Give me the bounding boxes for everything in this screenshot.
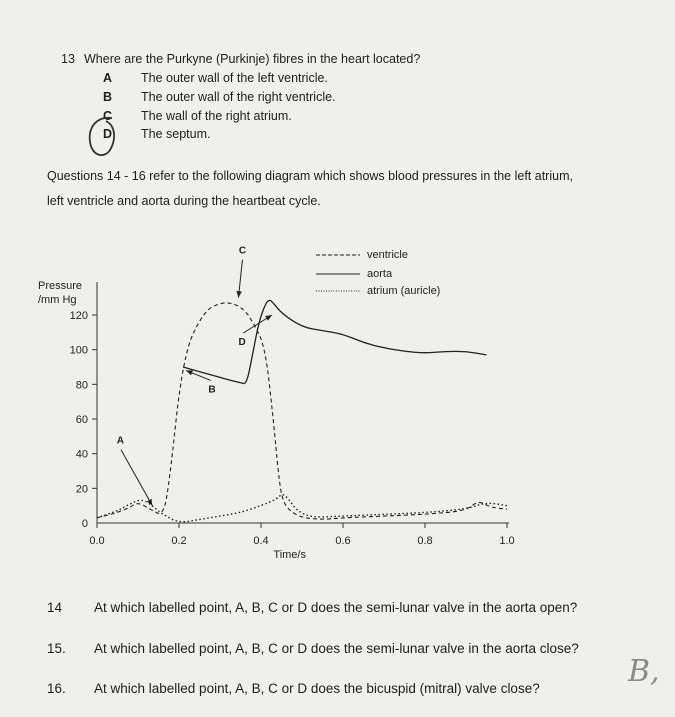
- annotation-label-d: D: [238, 337, 246, 348]
- y-tick-label: 60: [75, 414, 88, 426]
- intro-line-2: left ventricle and aorta during the heartbeat cycle.: [47, 194, 321, 208]
- intro-line-1: Questions 14 - 16 refer to the following diagram which shows blood pressures in the left atrium,: [47, 169, 573, 183]
- q16-number: 16.: [47, 681, 66, 696]
- series-ventricle-line: [97, 303, 507, 519]
- x-tick-label: 1.0: [499, 535, 515, 547]
- chart-series: [97, 300, 507, 521]
- x-tick-label: 0.4: [253, 535, 269, 547]
- chart-legend: [316, 249, 440, 297]
- annotation-arrowhead-b: [186, 370, 193, 375]
- legend-label-aorta: aorta: [367, 268, 393, 280]
- annotation-arrowhead-d: [265, 315, 272, 321]
- y-tick-label: 120: [69, 310, 88, 322]
- y-tick-label: 80: [75, 379, 88, 392]
- q13-option-c-letter: C: [103, 109, 113, 123]
- x-axis-label: Time/s: [273, 549, 306, 561]
- y-tick-label: 100: [69, 344, 88, 357]
- q15-number: 15.: [47, 641, 66, 656]
- q16-text: At which labelled point, A, B, C or D does the bicuspid (mitral) valve close?: [94, 681, 540, 696]
- y-axis-label-line2: /mm Hg: [38, 294, 77, 306]
- series-aorta-line: [183, 300, 486, 383]
- annotation-arrowhead-c: [236, 291, 241, 298]
- series-atrium-line: [97, 495, 507, 522]
- q13-option-a-text: The outer wall of the left ventricle.: [141, 71, 328, 85]
- handwritten-answer: B,: [628, 654, 660, 689]
- y-tick-label: 0: [81, 518, 88, 530]
- annotation-label-b: B: [208, 384, 216, 396]
- q13-question: Where are the Purkyne (Purkinje) fibres in the heart located?: [84, 52, 421, 66]
- legend-label-atrium: atrium (auricle): [367, 285, 441, 297]
- x-tick-label: 0.0: [89, 535, 105, 547]
- legend-label-ventricle: ventricle: [367, 249, 408, 261]
- q15-text: At which labelled point, A, B, C or D does the semi-lunar valve in the aorta close?: [94, 641, 579, 656]
- y-tick-label: 40: [75, 448, 88, 461]
- q13-option-d-letter: D: [103, 127, 113, 141]
- annotation-label-a: A: [116, 435, 124, 447]
- annotation-arrow-a: [121, 450, 152, 506]
- x-tick-label: 0.2: [171, 535, 187, 547]
- q14-number: 14: [47, 600, 63, 615]
- q13-option-a-letter: A: [103, 71, 113, 85]
- q14-text: At which labelled point, A, B, C or D does the semi-lunar valve in the aorta open?: [94, 600, 578, 615]
- q13-option-b-text: The outer wall of the right ventricle.: [141, 90, 336, 104]
- x-tick-label: 0.8: [417, 535, 433, 547]
- q13-option-d-text: The septum.: [141, 127, 211, 141]
- q13-option-c-text: The wall of the right atrium.: [141, 109, 292, 123]
- chart-axes: [38, 280, 515, 561]
- q13-number: 13: [61, 52, 75, 66]
- x-tick-label: 0.6: [335, 535, 351, 547]
- y-tick-label: 20: [75, 483, 88, 496]
- annotation-label-c: C: [238, 245, 247, 257]
- y-axis-label-line1: Pressure: [38, 280, 83, 292]
- q13-option-b-letter: B: [103, 90, 113, 104]
